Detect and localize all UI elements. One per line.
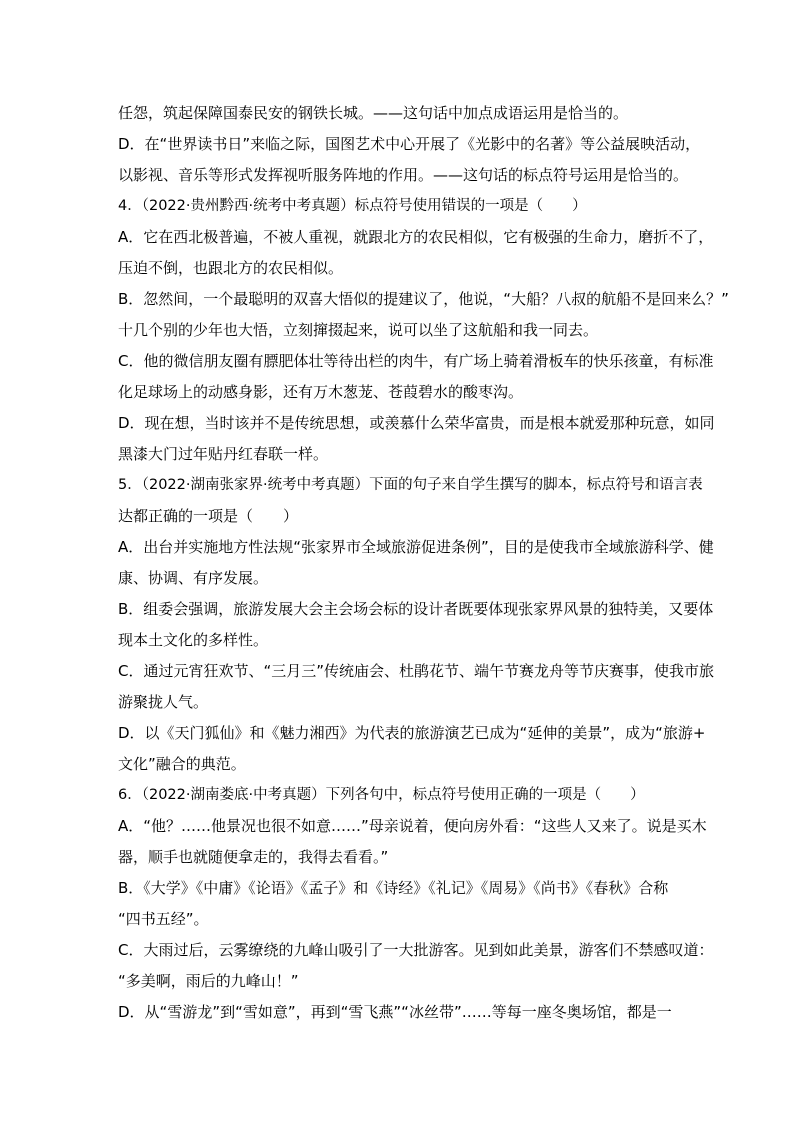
text-line: 任怨，筑起保障国泰民安的钢铁长城。——这句话中加点成语运用是恰当的。 (118, 104, 629, 122)
option-c-line: C．大雨过后，云雾缭绕的九峰山吸引了一大批游客。见到如此美景，游客们不禁感叹道： (118, 941, 714, 959)
question-6-title: 6．（2022·湖南娄底·中考真题）下列各句中，标点符号使用正确的一项是（ ） (118, 787, 645, 803)
text-line: 黑漆大门过年贴丹红春联一样。 (118, 445, 329, 463)
option-d-line: D．在“世界读书日”来临之际，国图艺术中心开展了《光影中的名著》等公益展映活动， (118, 135, 701, 153)
text-line: 器，顺手也就随便拿走的，我得去看看。” (118, 848, 389, 866)
text-line: 化足球场上的动感身影，还有万木葱茏、苍葭碧水的酸枣沟。 (118, 383, 524, 401)
option-c-line: C．通过元宵狂欢节、“三月三”传统庙会、杜鹃花节、端午节赛龙舟等节庆赛事，使我市旅 (118, 662, 715, 680)
question-4-title: 4．（2022·贵州黔西·统考中考真题）标点符号使用错误的一项是（ ） (118, 198, 587, 214)
text-line: “四书五经”。 (118, 910, 209, 928)
option-b-line: B．《大学》《中庸》《论语》《孟子》和《诗经》《礼记》《周易》《尚书》《春秋》合称 (118, 879, 669, 897)
text-line: “多美啊，雨后的九峰山！” (118, 972, 299, 990)
option-d-line: D．以《天门狐仙》和《魅力湘西》为代表的旅游演艺已成为“延伸的美景”，成为“旅游+ (118, 724, 706, 742)
text-line: 达都正确的一项是（ ） (118, 507, 299, 525)
option-d-line: D．现在想，当时该并不是传统思想，或羡慕什么荣华富贵，而是根本就爱那种玩意，如同 (118, 414, 715, 432)
option-b-line: B．忽然间，一个最聪明的双喜大悟似的提建议了，他说，“大船？八叔的航船不是回来么？” (118, 290, 729, 308)
text-line: 游聚拢人气。 (118, 693, 209, 711)
question-5-title: 5．（2022·湖南张家界·统考中考真题）下面的句子来自学生撰写的脚本，标点符号和语言表 (118, 477, 703, 493)
option-a-line: A．出台并实施地方性法规“张家界市全域旅游促进条例”，目的是使我市全域旅游科学、健 (118, 538, 714, 556)
text-line: 十几个别的少年也大悟，立刻撺掇起来，说可以坐了这航船和我一同去。 (118, 321, 599, 339)
text-line: 压迫不倒，也跟北方的农民相似。 (118, 259, 344, 277)
option-a-line: A．它在西北极普遍，不被人重视，就跟北方的农民相似，它有极强的生命力，磨折不了， (118, 228, 714, 246)
option-b-line: B．组委会强调，旅游发展大会主会场会标的设计者既要体现张家界风景的独特美，又要体 (118, 600, 714, 618)
text-line: 现本土文化的多样性。 (118, 631, 269, 649)
text-line: 以影视、音乐等形式发挥视听服务阵地的作用。——这句话的标点符号运用是恰当的。 (118, 166, 689, 184)
text-line: 文化”融合的典范。 (118, 755, 246, 773)
text-line: 康、协调、有序发展。 (118, 569, 269, 587)
option-c-line: C．他的微信朋友圈有膘肥体壮等待出栏的肉牛，有广场上骑着滑板车的快乐孩童，有标准 (118, 352, 714, 370)
option-d-line: D．从“雪游龙”到“雪如意”，再到“雪飞燕”“冰丝带”……等每一座冬奥场馆，都是一 (118, 1003, 672, 1021)
option-a-line: A．“他？……他景况也很不如意……”母亲说着，便向房外看：“这些人又来了。说是买木 (118, 817, 707, 835)
